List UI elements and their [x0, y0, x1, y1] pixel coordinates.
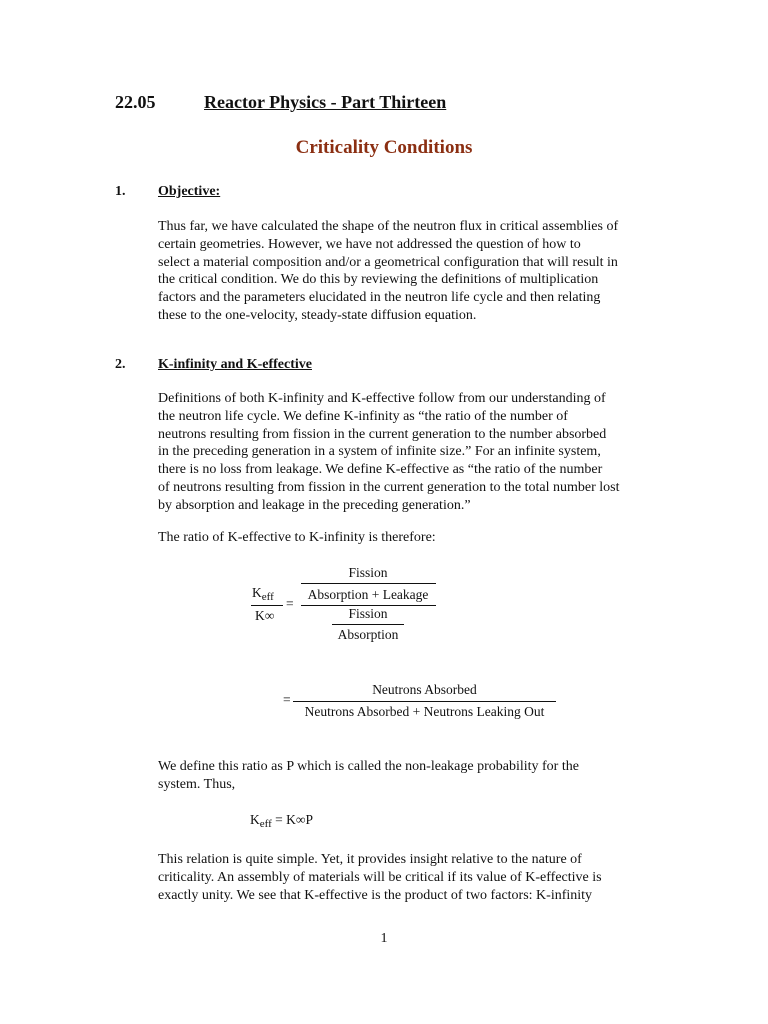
section-2-heading: K-infinity and K-effective: [158, 357, 312, 372]
eq2-equals-sign: =: [283, 692, 291, 707]
section-2-paragraph-3: We define this ratio as P which is called the non-leakage probability for the system. Thus,: [158, 759, 579, 792]
section-2-paragraph-2: The ratio of K-effective to K-infinity is therefore:: [158, 530, 436, 545]
eq1-top-fraction-bar: [301, 583, 436, 584]
eq2-denominator: Neutrons Absorbed + Neutrons Leaking Out: [304, 704, 545, 719]
section-2-paragraph-4: This relation is quite simple. Yet, it provides insight relative to the nature of criticality. An assembly of materials will be critical if its value of K-effective is exactly unity. We see that K-effective is the product of two factors: K-infinity: [158, 852, 602, 903]
eq1-bottom-fraction-bar: [332, 624, 404, 625]
page-number: 1: [380, 931, 388, 946]
eq1-lhs-numerator: $K_{eff}$: [252, 585, 274, 603]
section-1-heading: Objective:: [158, 184, 221, 199]
document-header-title: Reactor Physics - Part Thirteen: [204, 92, 447, 112]
eq1-top-denominator: Absorption + Leakage: [307, 587, 429, 602]
eq2-numerator: Neutrons Absorbed: [372, 682, 477, 697]
eq1-equals-sign: =: [286, 596, 294, 611]
eq1-top-numerator: Fission: [348, 565, 388, 580]
section-1-number: 1.: [115, 184, 126, 199]
eq1-bottom-numerator: Fission: [348, 606, 388, 621]
section-2-number: 2.: [115, 357, 126, 372]
equation-keff-product: $K_{eff} = K\infty P$: [250, 812, 314, 830]
eq1-lhs-denominator: K∞: [255, 608, 275, 623]
section-1-paragraph: Thus far, we have calculated the shape of the neutron flux in critical assemblies of certain geometries. However, we have not addressed the question of how to select a material composition and/or a geometrical configuration that will result in the critical condition. We do this by reviewing the definitions of multiplication factors and the parameters elucidated in the neutron life cycle and then relating these to the one-velocity, steady-state diffusion equation.: [158, 219, 619, 323]
eq1-bottom-denominator: Absorption: [337, 627, 399, 642]
eq2-fraction-bar: [293, 701, 556, 702]
eq1-lhs-fraction-bar: [251, 605, 283, 606]
document-title: Criticality Conditions: [295, 137, 473, 158]
section-2-paragraph-1: Definitions of both K-infinity and K-effective follow from our understanding of the neutron life cycle. We define K-infinity as “the ratio of the number of neutrons resulting from fission in the current generation to the number absorbed in the preceding generation in a system of infinite size.” For an infinite system, there is no loss from leakage. We define K-effective as “the ratio of the number of neutrons resulting from fission in the current generation to the total number lost by absorption and leakage in the preceding generation.”: [158, 391, 620, 513]
course-number: 22.05: [115, 92, 156, 112]
